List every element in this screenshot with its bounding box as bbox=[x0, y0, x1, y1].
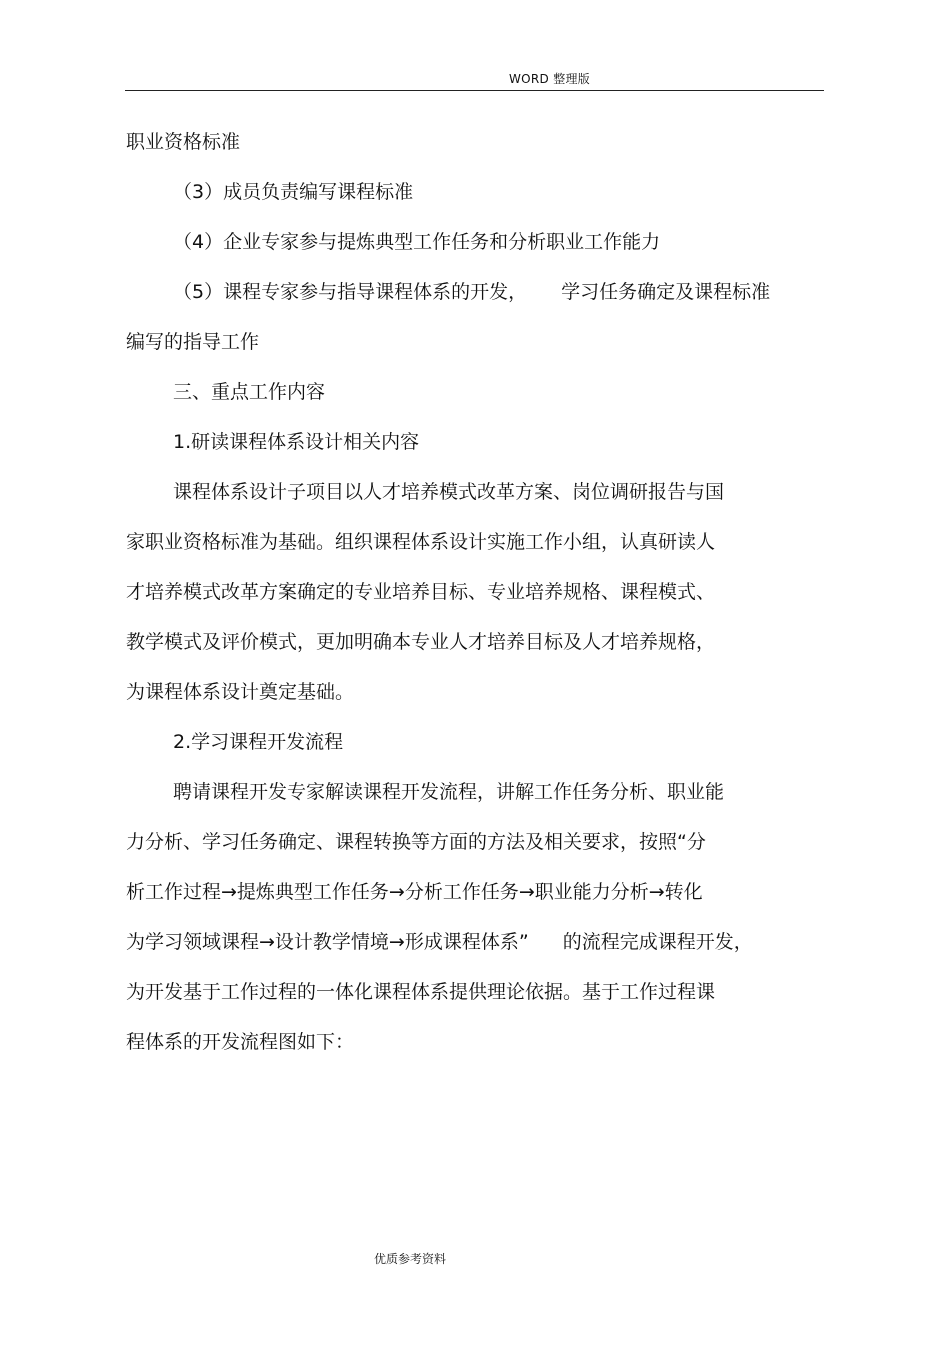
paragraph-line: 教学模式及评价模式，更加明确本专业人才培养目标及人才培养规格， bbox=[126, 631, 716, 653]
footer-text: 优质参考资料 bbox=[373, 1252, 446, 1266]
paragraph-line: 为开发基于工作过程的一体化课程体系提供理论依据。基于工作过程课 bbox=[126, 981, 716, 1003]
header-divider bbox=[125, 90, 824, 91]
page-header bbox=[0, 68, 950, 88]
paragraph-line: 程体系的开发流程图如下： bbox=[126, 1031, 355, 1053]
paragraph-line: 析工作过程→提炼典型工作任务→分析工作任务→职业能力分析→转化 bbox=[126, 881, 703, 903]
paragraph-line: 职业资格标准 bbox=[126, 131, 241, 153]
document-body bbox=[126, 122, 826, 1072]
paragraph-line: 课程体系设计子项目以人才培养模式改革方案、岗位调研报告与国 bbox=[173, 481, 725, 503]
paragraph-line: 为课程体系设计奠定基础。 bbox=[126, 681, 355, 703]
header-title: WORD 整理版 bbox=[509, 72, 591, 86]
list-item-3: （3）成员负责编写课程标准 bbox=[173, 181, 414, 203]
paragraph-line: 力分析、学习任务确定、课程转换等方面的方法及相关要求，按照“分 bbox=[126, 831, 706, 853]
page-footer bbox=[0, 1250, 950, 1267]
paragraph-line: 聘请课程开发专家解读课程开发流程，讲解工作任务分析、职业能 bbox=[173, 781, 725, 803]
paragraph-line: 才培养模式改革方案确定的专业培养目标、专业培养规格、课程模式、 bbox=[126, 581, 716, 603]
paragraph-line: 为学习领域课程→设计教学情境→形成课程体系” 的流程完成课程开发， bbox=[126, 931, 753, 953]
subsection-heading-1: 1.研读课程体系设计相关内容 bbox=[173, 431, 420, 453]
list-item-5: （5）课程专家参与指导课程体系的开发， 学习任务确定及课程标准 bbox=[173, 281, 771, 303]
section-heading: 三、重点工作内容 bbox=[173, 381, 326, 403]
list-item-4: （4）企业专家参与提炼典型工作任务和分析职业工作能力 bbox=[173, 231, 661, 253]
paragraph-line: 家职业资格标准为基础。组织课程体系设计实施工作小组，认真研读人 bbox=[126, 531, 716, 553]
subsection-heading-2: 2.学习课程开发流程 bbox=[173, 731, 344, 753]
paragraph-line: 编写的指导工作 bbox=[126, 331, 260, 353]
